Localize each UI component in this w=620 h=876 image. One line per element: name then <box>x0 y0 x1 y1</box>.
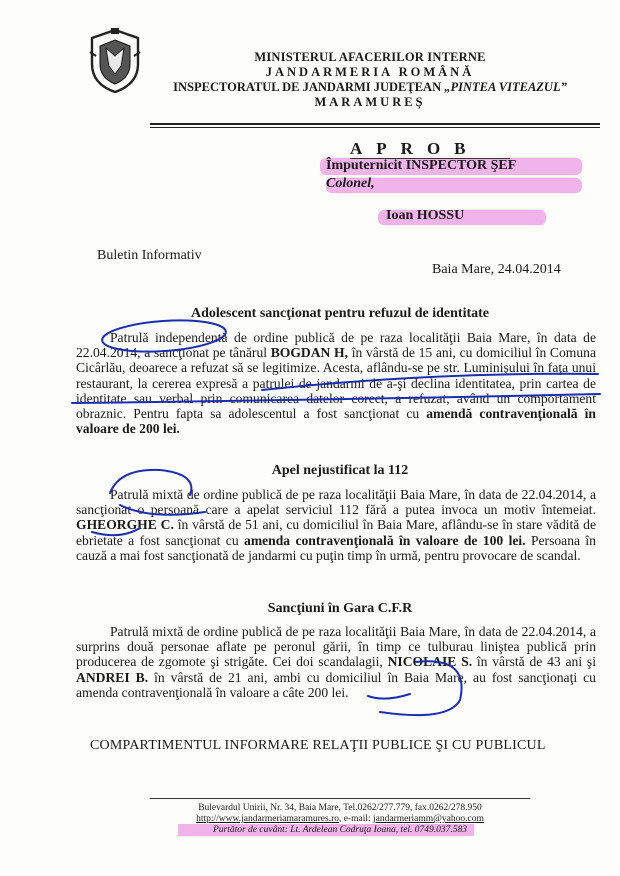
header-rule <box>150 123 600 125</box>
article-title: Sancţiuni în Gara C.F.R <box>267 601 413 616</box>
website-link[interactable]: http://www.jandarmeriamaramures.ro <box>196 814 339 824</box>
footer-spokesperson: Purtător de cuvânt: Lt. Ardelean Codruţa Ioana, tel. 0749.037.583 <box>212 825 468 835</box>
article-title: Adolescent sancţionat pentru refuzul de identitate <box>191 306 489 321</box>
approval-signatory: Ioan HOSSU <box>386 208 465 223</box>
approval-word: APROB <box>350 139 480 158</box>
footer-address: Bulevardul Unirii, Nr. 34, Baia Mare, Tel.0262/277.779, fax.0262/278.950 <box>198 803 482 813</box>
article-body: Patrulă mixtă de ordine publică de pe raza localităţii Baia Mare, în data de 22.04.2014, a surprins două personae aflate pe peronul gării, în timp ce tulburau liniştea publică prin producerea de zgomote şi strigăte. Cei doi scandalagii, NICOLAIE S. în vârstă de 43 ani şi ANDREI B. în vârstă de 21 ani, ambi cu domiciliul în Baia Mare, au fost sancţionaţi cu amenda contravenţională în valoare a câte 200 lei. <box>76 624 596 700</box>
document-type: Buletin Informativ <box>97 248 202 263</box>
header-rule-thin <box>150 127 600 128</box>
county-name: MARAMUREŞ <box>314 95 426 109</box>
article-title: Apel nejustificat la 112 <box>271 463 409 478</box>
place-date: Baia Mare, 24.04.2014 <box>432 262 561 277</box>
approval-title: Împuternicit INSPECTOR ŞEF <box>326 158 517 173</box>
email-link[interactable]: jandarmeriamm@yahoo.com <box>373 814 484 824</box>
article-body: Patrulă independentă de ordine publică de pe raza localităţii Baia Mare, în data de 22.04.2014, a sancţionat pe tânărul BOGDAN H, în vârstă de 15 ani, cu domiciliul în Comuna Cicârlău, deoarece a refuzat să se legitimize. Acesta, aflându-se pe str. Luminişului în faţa unui restaurant, la cererea expresă a patrulei de jandarmi de a-şi declina identitatea, prin cartea de identitate sau verbal prin comunicarea datelor corect, a refuzat, având un comportament obraznic. Pentru fapta sa adolescentul a fost sancţionat cu amendă contravenţională în valoare de 200 lei. <box>76 330 596 437</box>
coat-of-arms-emblem <box>86 26 144 96</box>
approval-rank: Colonel, <box>326 176 375 191</box>
ministry-name: MINISTERUL AFACERILOR INTERNE <box>254 50 486 64</box>
department-name: COMPARTIMENTUL INFORMARE RELAŢII PUBLICE ŞI CU PUBLICUL <box>90 738 546 753</box>
inspectorate-name: INSPECTORATUL DE JANDARMI JUDEŢEAN „PINTEA VITEAZUL” <box>173 80 567 94</box>
footer-contacts: http://www.jandarmeriamaramures.ro, e-mail: jandarmeriamm@yahoo.com <box>196 814 484 824</box>
gendarmerie-name: JANDARMERIA ROMÂNĂ <box>265 65 475 79</box>
footer-rule <box>150 798 530 799</box>
article-body: Patrulă mixtă de ordine publică de pe raza localităţii Baia Mare, în data de 22.04.2014, a sancţionat o persoană care a apelat serviciul 112 fără a putea invoca un motiv întemeiat. GHEORGHE C. în vârstă de 51 ani, cu domiciliul în Baia Mare, aflându-se în stare vădită de ebrietate a fost sancţionat cu amenda contravenţională în valoare de 100 lei. Persoana în cauză a mai fost sancţionată de jandarmi cu puţin timp în urmă, pentru provocare de scandal. <box>76 487 596 563</box>
